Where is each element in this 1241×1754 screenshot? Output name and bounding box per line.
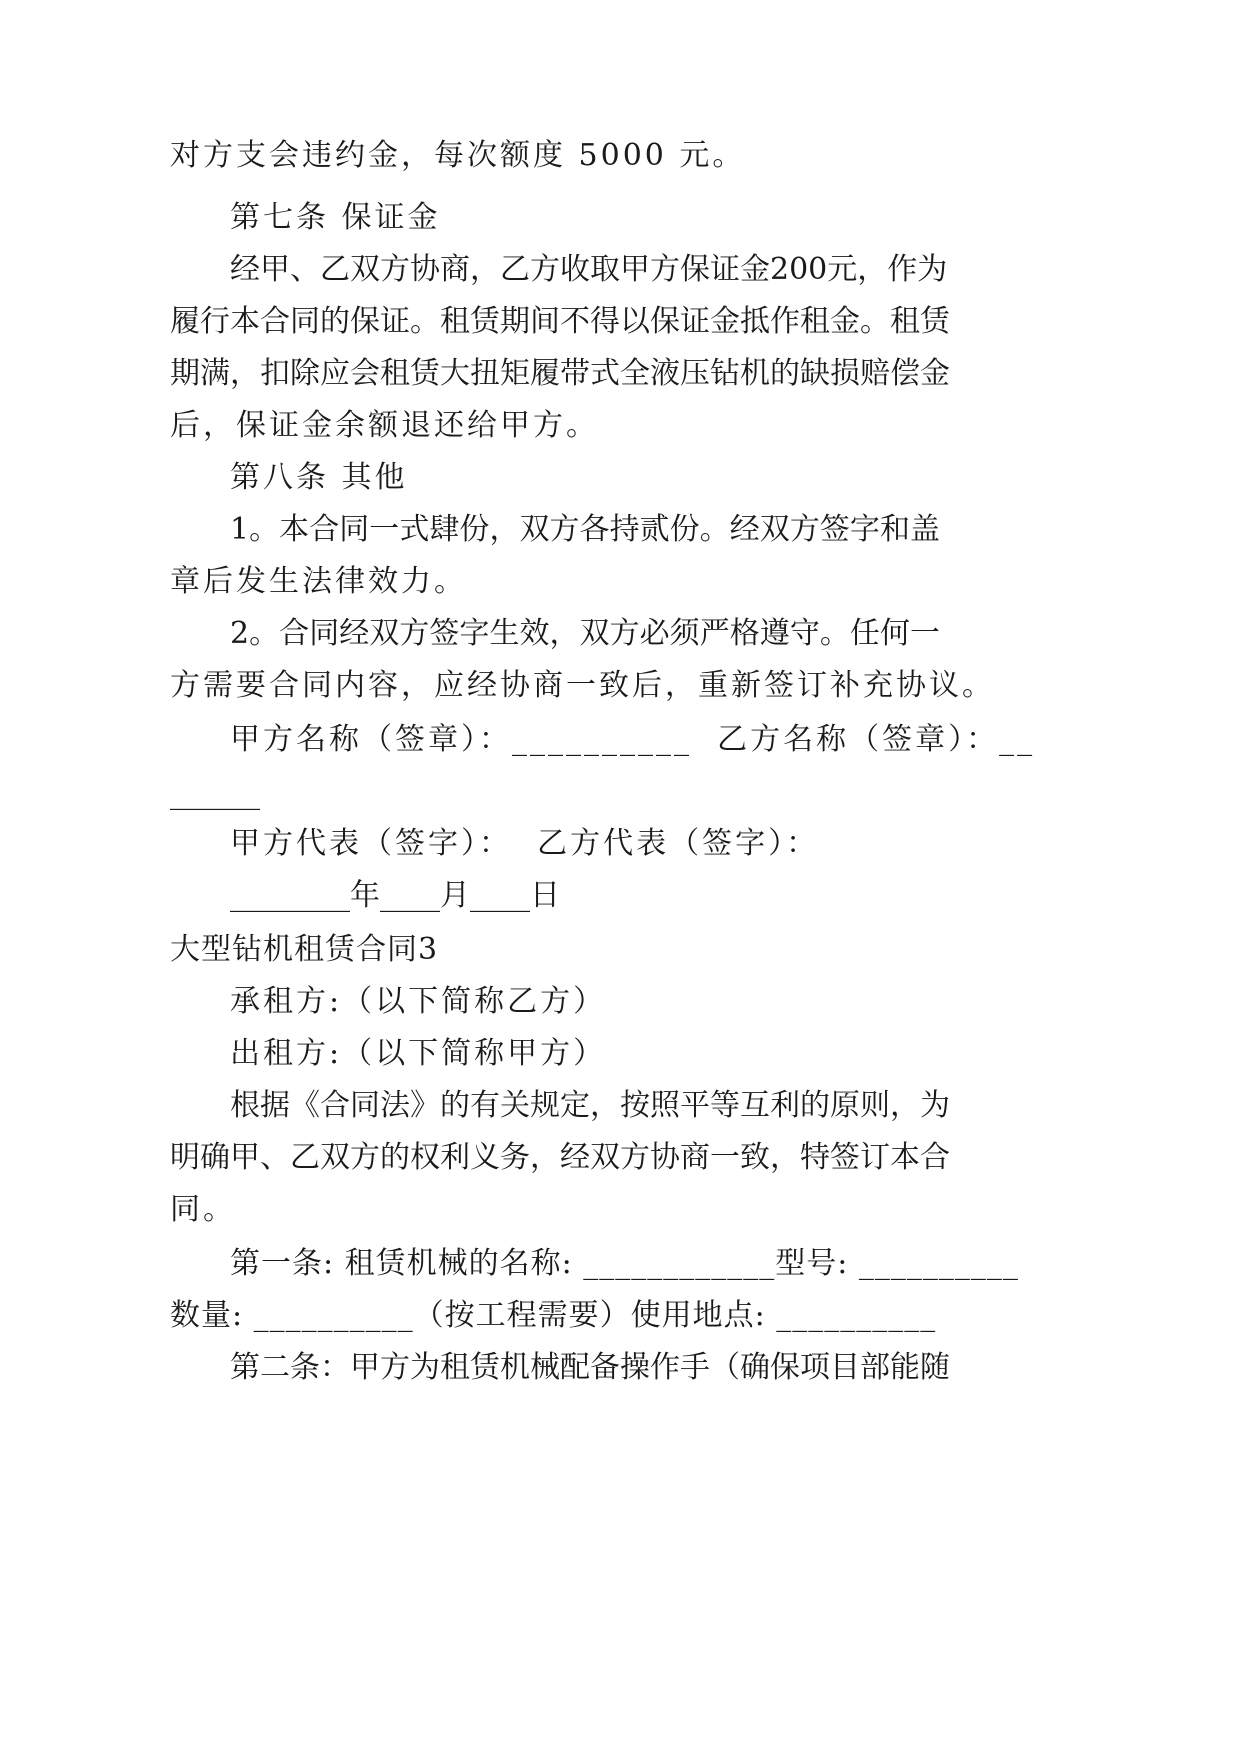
text-line: 章后发生法律效力。 [170, 564, 467, 599]
text-line: 同。 [170, 1192, 236, 1227]
text-line: 经甲、乙双方协商，乙方收取甲方保证金200元，作为 [230, 252, 948, 287]
party-line: 承租方:（以下简称乙方） [230, 984, 607, 1019]
date-line: ________年____月____日 [230, 878, 560, 913]
text-line: 方需要合同内容，应经协商一致后，重新签订补充协议。 [170, 668, 995, 703]
section-heading: 第七条 保证金 [230, 200, 441, 235]
text-line: 2。合同经双方签字生效，双方必须严格遵守。任何一 [230, 616, 940, 651]
clause-line: 第一条: 租赁机械的名称: ____________型号: __________ [230, 1246, 1019, 1281]
clause-line: 数量: __________（按工程需要）使用地点: __________ [170, 1298, 937, 1333]
text-line: 明确甲、乙双方的权利义务，经双方协商一致，特签订本合 [170, 1140, 950, 1175]
text-line: 对方支会违约金，每次额度 5000 元。 [170, 138, 746, 173]
party-line: 出租方:（以下简称甲方） [230, 1036, 607, 1071]
section-heading: 第八条 其他 [230, 460, 408, 495]
text-line: 期满，扣除应会租赁大扭矩履带式全液压钻机的缺损赔偿金 [170, 356, 950, 391]
text-line: 1。本合同一式肆份，双方各持贰份。经双方签字和盖 [230, 512, 940, 547]
text-line: 根据《合同法》的有关规定，按照平等互利的原则，为 [230, 1088, 950, 1123]
signature-line: 甲方代表（签字）： 乙方代表（签字）： [230, 826, 820, 861]
clause-line: 第二条：甲方为租赁机械配备操作手（确保项目部能随 [230, 1350, 950, 1385]
text-line: 后，保证金余额退还给甲方。 [170, 408, 599, 443]
signature-line: ______ [170, 776, 260, 811]
signature-line: 甲方名称（签章）：__________ 乙方名称（签章）：__ [230, 722, 1036, 757]
text-line: 履行本合同的保证。租赁期间不得以保证金抵作租金。租赁 [170, 304, 950, 339]
document-title: 大型钻机租赁合同3 [170, 932, 439, 967]
